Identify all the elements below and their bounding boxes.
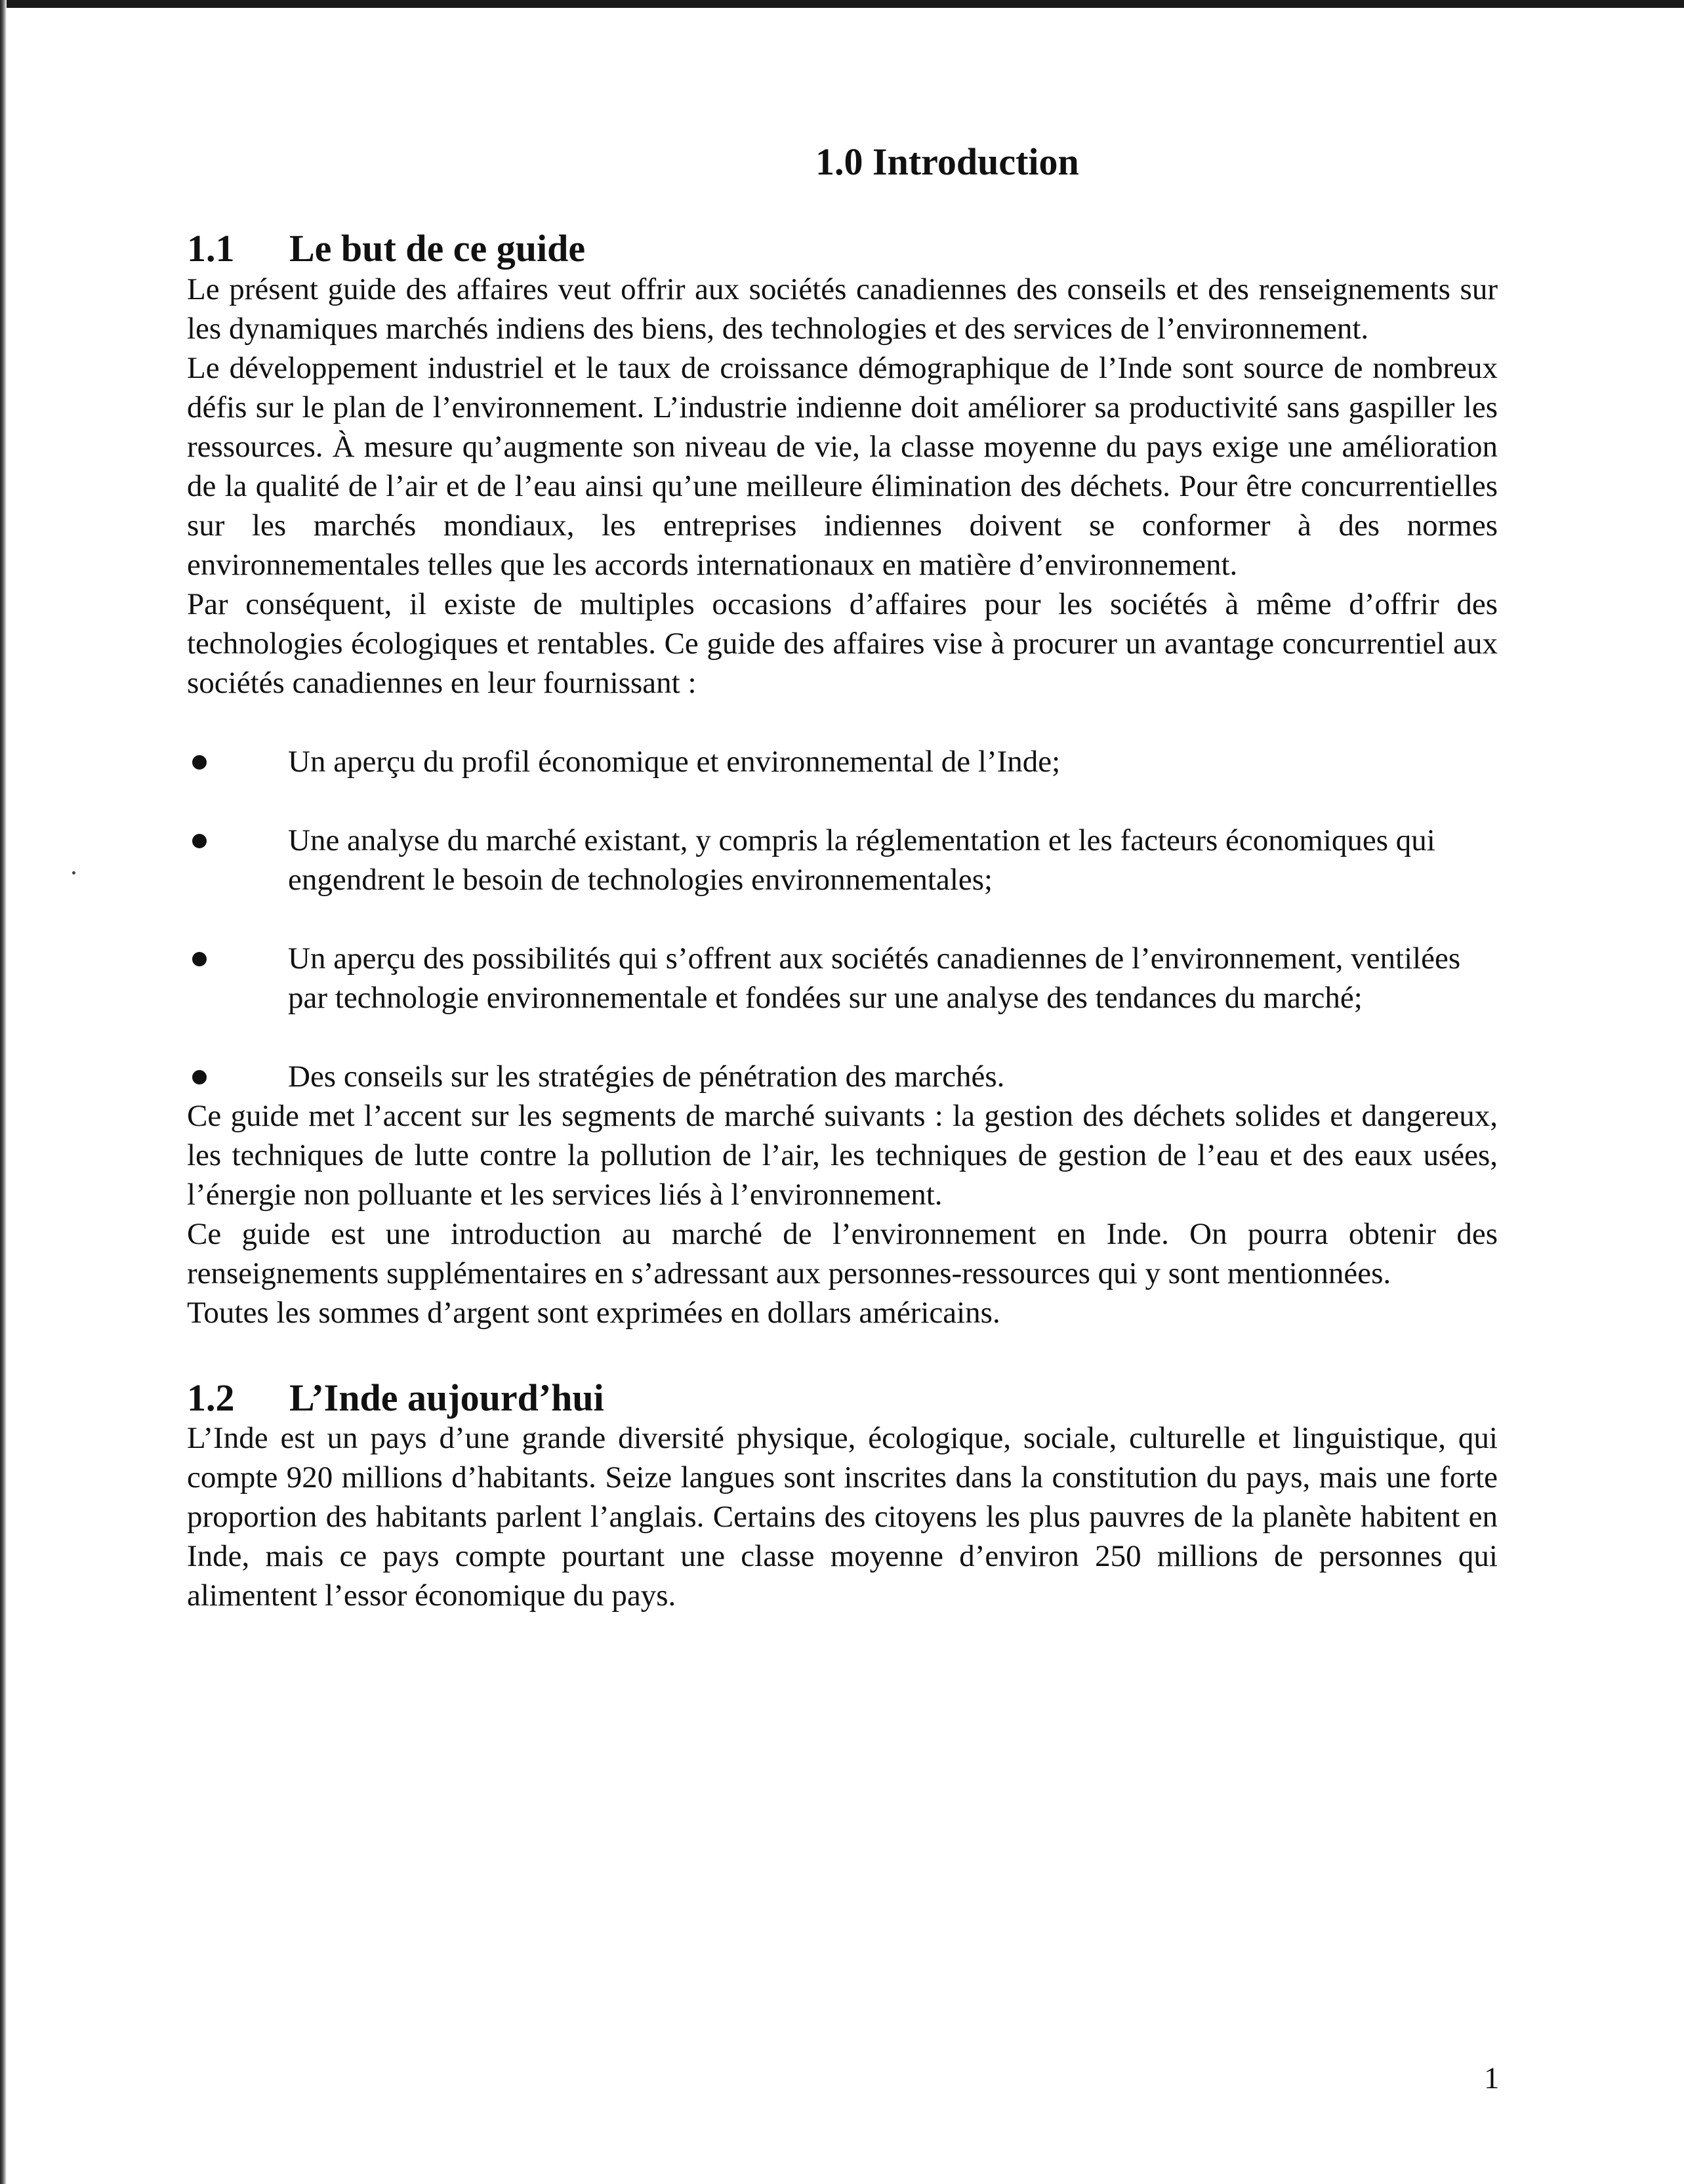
bullet-icon xyxy=(187,1057,288,1096)
list-item xyxy=(187,821,1498,899)
scan-border-left xyxy=(0,0,7,2184)
bullet-icon xyxy=(187,821,288,860)
paragraph: Ce guide met l’accent sur les segments de marché suivants : la gestion des déchets solides et dangereux, les techniques de lutte contre la pollution de l’air, les techniques de gestion de l’eau et des eaux usées, l’énergie non polluante et les services liés à l’environnement. xyxy=(187,1098,1498,1212)
list-item-text: Une analyse du marché existant, y compris la réglementation et les facteurs économiques qui engendrent le besoin de technologies environnementales; xyxy=(288,823,1435,897)
paragraph: L’Inde est un pays d’une grande diversité physique, écologique, sociale, culturelle et linguistique, qui compte 920 millions d’habitants. Seize langues sont inscrites dans la constitution du pays, mais une forte proportion des habitants parlent l’anglais. Certains des citoyens les plus pauvres de la planète habitent en Inde, mais ce pays compte pourtant une classe moyenne d’environ 250 millions de personnes qui alimentent l’essor économique du pays. xyxy=(187,1421,1498,1613)
list-item xyxy=(187,742,1498,781)
paragraph: Le présent guide des affaires veut offrir aux sociétés canadiennes des conseils et des renseignements sur les dynamiques marchés indiens des biens, des technologies et des services de l’environnement. xyxy=(187,272,1498,346)
chapter-title: 1.0 Introduction xyxy=(815,140,1079,183)
bullet-icon xyxy=(187,939,288,978)
paragraph: Par conséquent, il existe de multiples occasions d’affaires pour les sociétés à même d’offrir des technologies écologiques et rentables. Ce guide des affaires vise à procurer un avantage concurrentiel aux sociétés canadiennes en leur fournissant : xyxy=(187,587,1498,700)
list-item xyxy=(187,1057,1498,1096)
list-item xyxy=(187,939,1498,1018)
bullet-list xyxy=(187,742,1498,1096)
section-title: L’Inde aujourd’hui xyxy=(289,1376,604,1419)
bullet-icon xyxy=(187,742,288,781)
scan-speck xyxy=(72,871,75,875)
document-page xyxy=(187,131,1498,1615)
section-number: 1.1 xyxy=(187,226,235,270)
list-item-text: Des conseils sur les stratégies de pénétration des marchés. xyxy=(288,1059,1005,1094)
scan-border-top xyxy=(0,0,1684,8)
paragraph: Le développement industriel et le taux de croissance démographique de l’Inde sont source de nombreux défis sur le plan de l’environnement. L’industrie indienne doit améliorer sa productivité sans gaspiller les ressources. À mesure qu’augmente son niveau de vie, la classe moyenne du pays exige une amélioration de la qualité de l’air et de l’eau ainsi qu’une meilleure élimination des déchets. Pour être concurrentielles sur les marchés mondiaux, les entreprises indiennes doivent se conformer à des normes environnementales telles que les accords internationaux en matière d’environnement. xyxy=(187,350,1498,582)
section-number: 1.2 xyxy=(187,1376,235,1419)
section-title: Le but de ce guide xyxy=(289,226,586,270)
section-heading-1-1 xyxy=(187,228,1498,270)
paragraph: Ce guide est une introduction au marché de l’environnement en Inde. On pourra obtenir des renseignements supplémentaires en s’adressant aux personnes-ressources qui y sont mentionnées. xyxy=(187,1216,1498,1290)
list-item-text: Un aperçu du profil économique et environnemental de l’Inde; xyxy=(288,744,1061,779)
paragraph: Toutes les sommes d’argent sont exprimées en dollars américains. xyxy=(187,1295,1000,1330)
page-number: 1 xyxy=(1484,2061,1500,2095)
section-heading-1-2 xyxy=(187,1377,1498,1419)
list-item-text: Un aperçu des possibilités qui s’offrent aux sociétés canadiennes de l’environnement, ventilées par technologie environnementale et fondées sur une analyse des tendances du marché; xyxy=(288,941,1461,1015)
